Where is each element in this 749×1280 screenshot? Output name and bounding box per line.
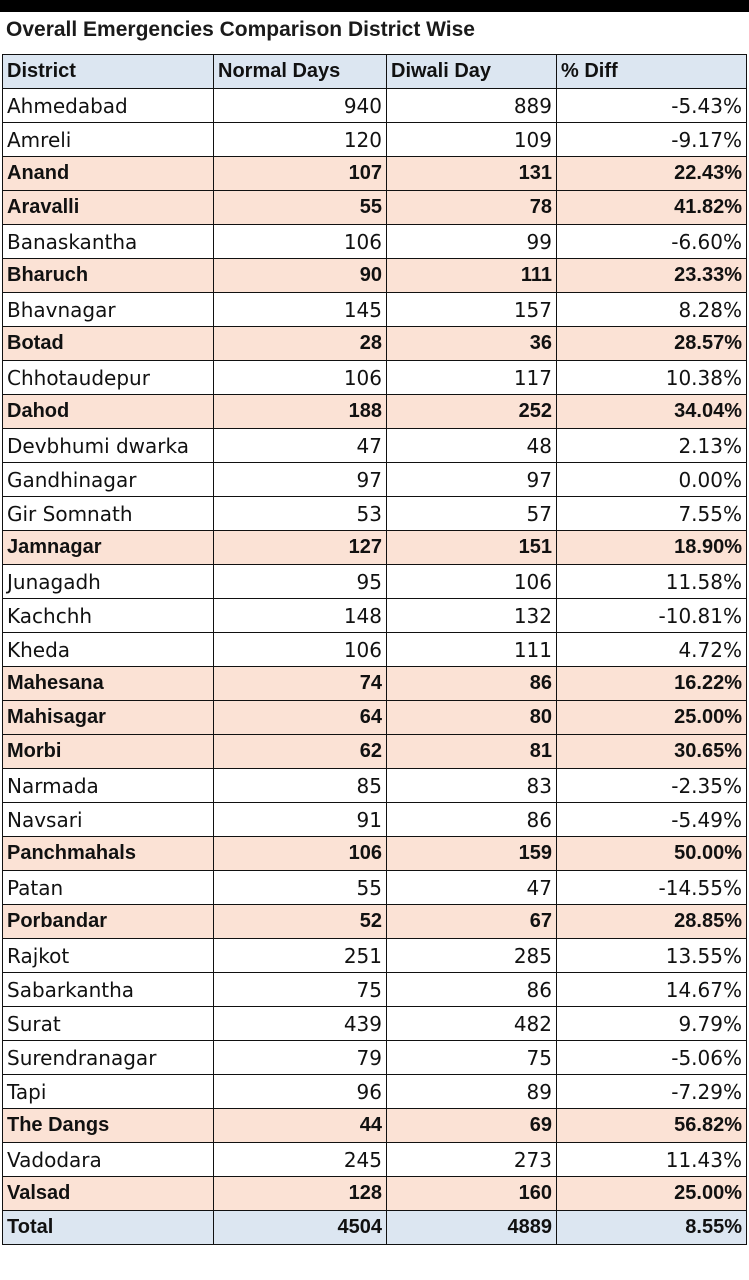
diwali-day-cell: 83	[387, 769, 557, 803]
district-cell: Junagadh	[3, 565, 214, 599]
district-cell: Navsari	[3, 803, 214, 837]
percent-diff-cell: 34.04%	[557, 395, 747, 429]
normal-days-cell: 74	[214, 667, 387, 701]
percent-diff-cell: 10.38%	[557, 361, 747, 395]
table-row	[3, 667, 747, 701]
normal-days-cell: 106	[214, 361, 387, 395]
district-cell: Bharuch	[3, 259, 214, 293]
normal-days-cell: 28	[214, 327, 387, 361]
district-cell: Kachchh	[3, 599, 214, 633]
diwali-day-cell: 252	[387, 395, 557, 429]
percent-diff-cell: 22.43%	[557, 157, 747, 191]
table-row	[3, 905, 747, 939]
normal-days-cell: 90	[214, 259, 387, 293]
district-cell: Tapi	[3, 1075, 214, 1109]
percent-diff-cell: 7.55%	[557, 497, 747, 531]
normal-days-cell: 251	[214, 939, 387, 973]
header-district: District	[3, 55, 214, 89]
diwali-day-cell: 36	[387, 327, 557, 361]
table-row	[3, 225, 747, 259]
table-row	[3, 565, 747, 599]
normal-days-cell: 245	[214, 1143, 387, 1177]
header-diwali-day: Diwali Day	[387, 55, 557, 89]
total-normal: 4504	[214, 1211, 387, 1245]
district-cell: Chhotaudepur	[3, 361, 214, 395]
table-row	[3, 1177, 747, 1211]
table-row	[3, 463, 747, 497]
normal-days-cell: 106	[214, 225, 387, 259]
percent-diff-cell: -14.55%	[557, 871, 747, 905]
table-row	[3, 293, 747, 327]
header-percent-diff: % Diff	[557, 55, 747, 89]
percent-diff-cell: 56.82%	[557, 1109, 747, 1143]
normal-days-cell: 127	[214, 531, 387, 565]
table-title: Overall Emergencies Comparison District Wise	[6, 18, 475, 41]
diwali-day-cell: 132	[387, 599, 557, 633]
diwali-day-cell: 86	[387, 803, 557, 837]
diwali-day-cell: 111	[387, 259, 557, 293]
percent-diff-cell: 41.82%	[557, 191, 747, 225]
normal-days-cell: 128	[214, 1177, 387, 1211]
diwali-day-cell: 273	[387, 1143, 557, 1177]
district-cell: Vadodara	[3, 1143, 214, 1177]
normal-days-cell: 148	[214, 599, 387, 633]
normal-days-cell: 55	[214, 871, 387, 905]
district-cell: Rajkot	[3, 939, 214, 973]
diwali-day-cell: 109	[387, 123, 557, 157]
normal-days-cell: 75	[214, 973, 387, 1007]
district-cell: The Dangs	[3, 1109, 214, 1143]
normal-days-cell: 97	[214, 463, 387, 497]
diwali-day-cell: 86	[387, 667, 557, 701]
total-diwali: 4889	[387, 1211, 557, 1245]
normal-days-cell: 85	[214, 769, 387, 803]
top-bar	[0, 0, 749, 12]
header-row	[3, 55, 747, 89]
diwali-day-cell: 80	[387, 701, 557, 735]
district-cell: Aravalli	[3, 191, 214, 225]
diwali-day-cell: 117	[387, 361, 557, 395]
table-body	[3, 89, 747, 1211]
diwali-day-cell: 106	[387, 565, 557, 599]
district-cell: Patan	[3, 871, 214, 905]
table-row	[3, 803, 747, 837]
district-cell: Anand	[3, 157, 214, 191]
diwali-day-cell: 157	[387, 293, 557, 327]
diwali-day-cell: 89	[387, 1075, 557, 1109]
percent-diff-cell: 9.79%	[557, 1007, 747, 1041]
diwali-day-cell: 99	[387, 225, 557, 259]
district-cell: Gir Somnath	[3, 497, 214, 531]
percent-diff-cell: 25.00%	[557, 701, 747, 735]
district-cell: Sabarkantha	[3, 973, 214, 1007]
district-cell: Devbhumi dwarka	[3, 429, 214, 463]
table-row	[3, 1109, 747, 1143]
normal-days-cell: 55	[214, 191, 387, 225]
diwali-day-cell: 151	[387, 531, 557, 565]
diwali-day-cell: 67	[387, 905, 557, 939]
district-cell: Mahesana	[3, 667, 214, 701]
table-row	[3, 633, 747, 667]
percent-diff-cell: -5.43%	[557, 89, 747, 123]
table-row	[3, 327, 747, 361]
percent-diff-cell: 30.65%	[557, 735, 747, 769]
percent-diff-cell: 2.13%	[557, 429, 747, 463]
normal-days-cell: 107	[214, 157, 387, 191]
diwali-day-cell: 285	[387, 939, 557, 973]
table-row	[3, 1075, 747, 1109]
percent-diff-cell: 0.00%	[557, 463, 747, 497]
district-cell: Surat	[3, 1007, 214, 1041]
percent-diff-cell: 18.90%	[557, 531, 747, 565]
district-cell: Porbandar	[3, 905, 214, 939]
normal-days-cell: 62	[214, 735, 387, 769]
normal-days-cell: 91	[214, 803, 387, 837]
normal-days-cell: 47	[214, 429, 387, 463]
district-cell: Panchmahals	[3, 837, 214, 871]
district-cell: Botad	[3, 327, 214, 361]
total-label: Total	[3, 1211, 214, 1245]
percent-diff-cell: 11.43%	[557, 1143, 747, 1177]
diwali-day-cell: 86	[387, 973, 557, 1007]
district-cell: Kheda	[3, 633, 214, 667]
table-row	[3, 735, 747, 769]
normal-days-cell: 106	[214, 633, 387, 667]
percent-diff-cell: -7.29%	[557, 1075, 747, 1109]
percent-diff-cell: 50.00%	[557, 837, 747, 871]
diwali-day-cell: 78	[387, 191, 557, 225]
header-normal-days: Normal Days	[214, 55, 387, 89]
diwali-day-cell: 75	[387, 1041, 557, 1075]
table-row	[3, 497, 747, 531]
normal-days-cell: 64	[214, 701, 387, 735]
table-row	[3, 191, 747, 225]
district-table	[2, 54, 747, 1245]
diwali-day-cell: 131	[387, 157, 557, 191]
table-row	[3, 769, 747, 803]
normal-days-cell: 44	[214, 1109, 387, 1143]
district-cell: Valsad	[3, 1177, 214, 1211]
total-diff: 8.55%	[557, 1211, 747, 1245]
table-row	[3, 939, 747, 973]
diwali-day-cell: 81	[387, 735, 557, 769]
percent-diff-cell: 11.58%	[557, 565, 747, 599]
percent-diff-cell: -5.49%	[557, 803, 747, 837]
table-row	[3, 89, 747, 123]
table-row	[3, 1143, 747, 1177]
total-row	[3, 1211, 747, 1245]
percent-diff-cell: 28.85%	[557, 905, 747, 939]
percent-diff-cell: -5.06%	[557, 1041, 747, 1075]
normal-days-cell: 120	[214, 123, 387, 157]
diwali-day-cell: 482	[387, 1007, 557, 1041]
percent-diff-cell: -10.81%	[557, 599, 747, 633]
percent-diff-cell: -6.60%	[557, 225, 747, 259]
table-row	[3, 599, 747, 633]
table-row	[3, 1007, 747, 1041]
diwali-day-cell: 97	[387, 463, 557, 497]
table-row	[3, 429, 747, 463]
normal-days-cell: 940	[214, 89, 387, 123]
percent-diff-cell: 8.28%	[557, 293, 747, 327]
normal-days-cell: 439	[214, 1007, 387, 1041]
diwali-day-cell: 159	[387, 837, 557, 871]
district-cell: Dahod	[3, 395, 214, 429]
normal-days-cell: 79	[214, 1041, 387, 1075]
district-cell: Gandhinagar	[3, 463, 214, 497]
table-row	[3, 157, 747, 191]
district-cell: Narmada	[3, 769, 214, 803]
diwali-day-cell: 160	[387, 1177, 557, 1211]
district-cell: Banaskantha	[3, 225, 214, 259]
percent-diff-cell: 25.00%	[557, 1177, 747, 1211]
table-row	[3, 837, 747, 871]
diwali-day-cell: 111	[387, 633, 557, 667]
diwali-day-cell: 48	[387, 429, 557, 463]
normal-days-cell: 106	[214, 837, 387, 871]
table-row	[3, 871, 747, 905]
diwali-day-cell: 57	[387, 497, 557, 531]
normal-days-cell: 52	[214, 905, 387, 939]
table-row	[3, 701, 747, 735]
percent-diff-cell: -2.35%	[557, 769, 747, 803]
normal-days-cell: 95	[214, 565, 387, 599]
district-cell: Jamnagar	[3, 531, 214, 565]
diwali-day-cell: 889	[387, 89, 557, 123]
percent-diff-cell: 23.33%	[557, 259, 747, 293]
district-cell: Amreli	[3, 123, 214, 157]
percent-diff-cell: 28.57%	[557, 327, 747, 361]
normal-days-cell: 188	[214, 395, 387, 429]
district-cell: Mahisagar	[3, 701, 214, 735]
normal-days-cell: 96	[214, 1075, 387, 1109]
table-row	[3, 361, 747, 395]
table-row	[3, 1041, 747, 1075]
percent-diff-cell: 16.22%	[557, 667, 747, 701]
diwali-day-cell: 69	[387, 1109, 557, 1143]
table-row	[3, 395, 747, 429]
percent-diff-cell: 4.72%	[557, 633, 747, 667]
percent-diff-cell: 14.67%	[557, 973, 747, 1007]
table-row	[3, 973, 747, 1007]
percent-diff-cell: 13.55%	[557, 939, 747, 973]
normal-days-cell: 145	[214, 293, 387, 327]
table-row	[3, 259, 747, 293]
district-cell: Morbi	[3, 735, 214, 769]
table-row	[3, 531, 747, 565]
diwali-day-cell: 47	[387, 871, 557, 905]
district-cell: Bhavnagar	[3, 293, 214, 327]
normal-days-cell: 53	[214, 497, 387, 531]
percent-diff-cell: -9.17%	[557, 123, 747, 157]
table-row	[3, 123, 747, 157]
district-cell: Surendranagar	[3, 1041, 214, 1075]
district-cell: Ahmedabad	[3, 89, 214, 123]
